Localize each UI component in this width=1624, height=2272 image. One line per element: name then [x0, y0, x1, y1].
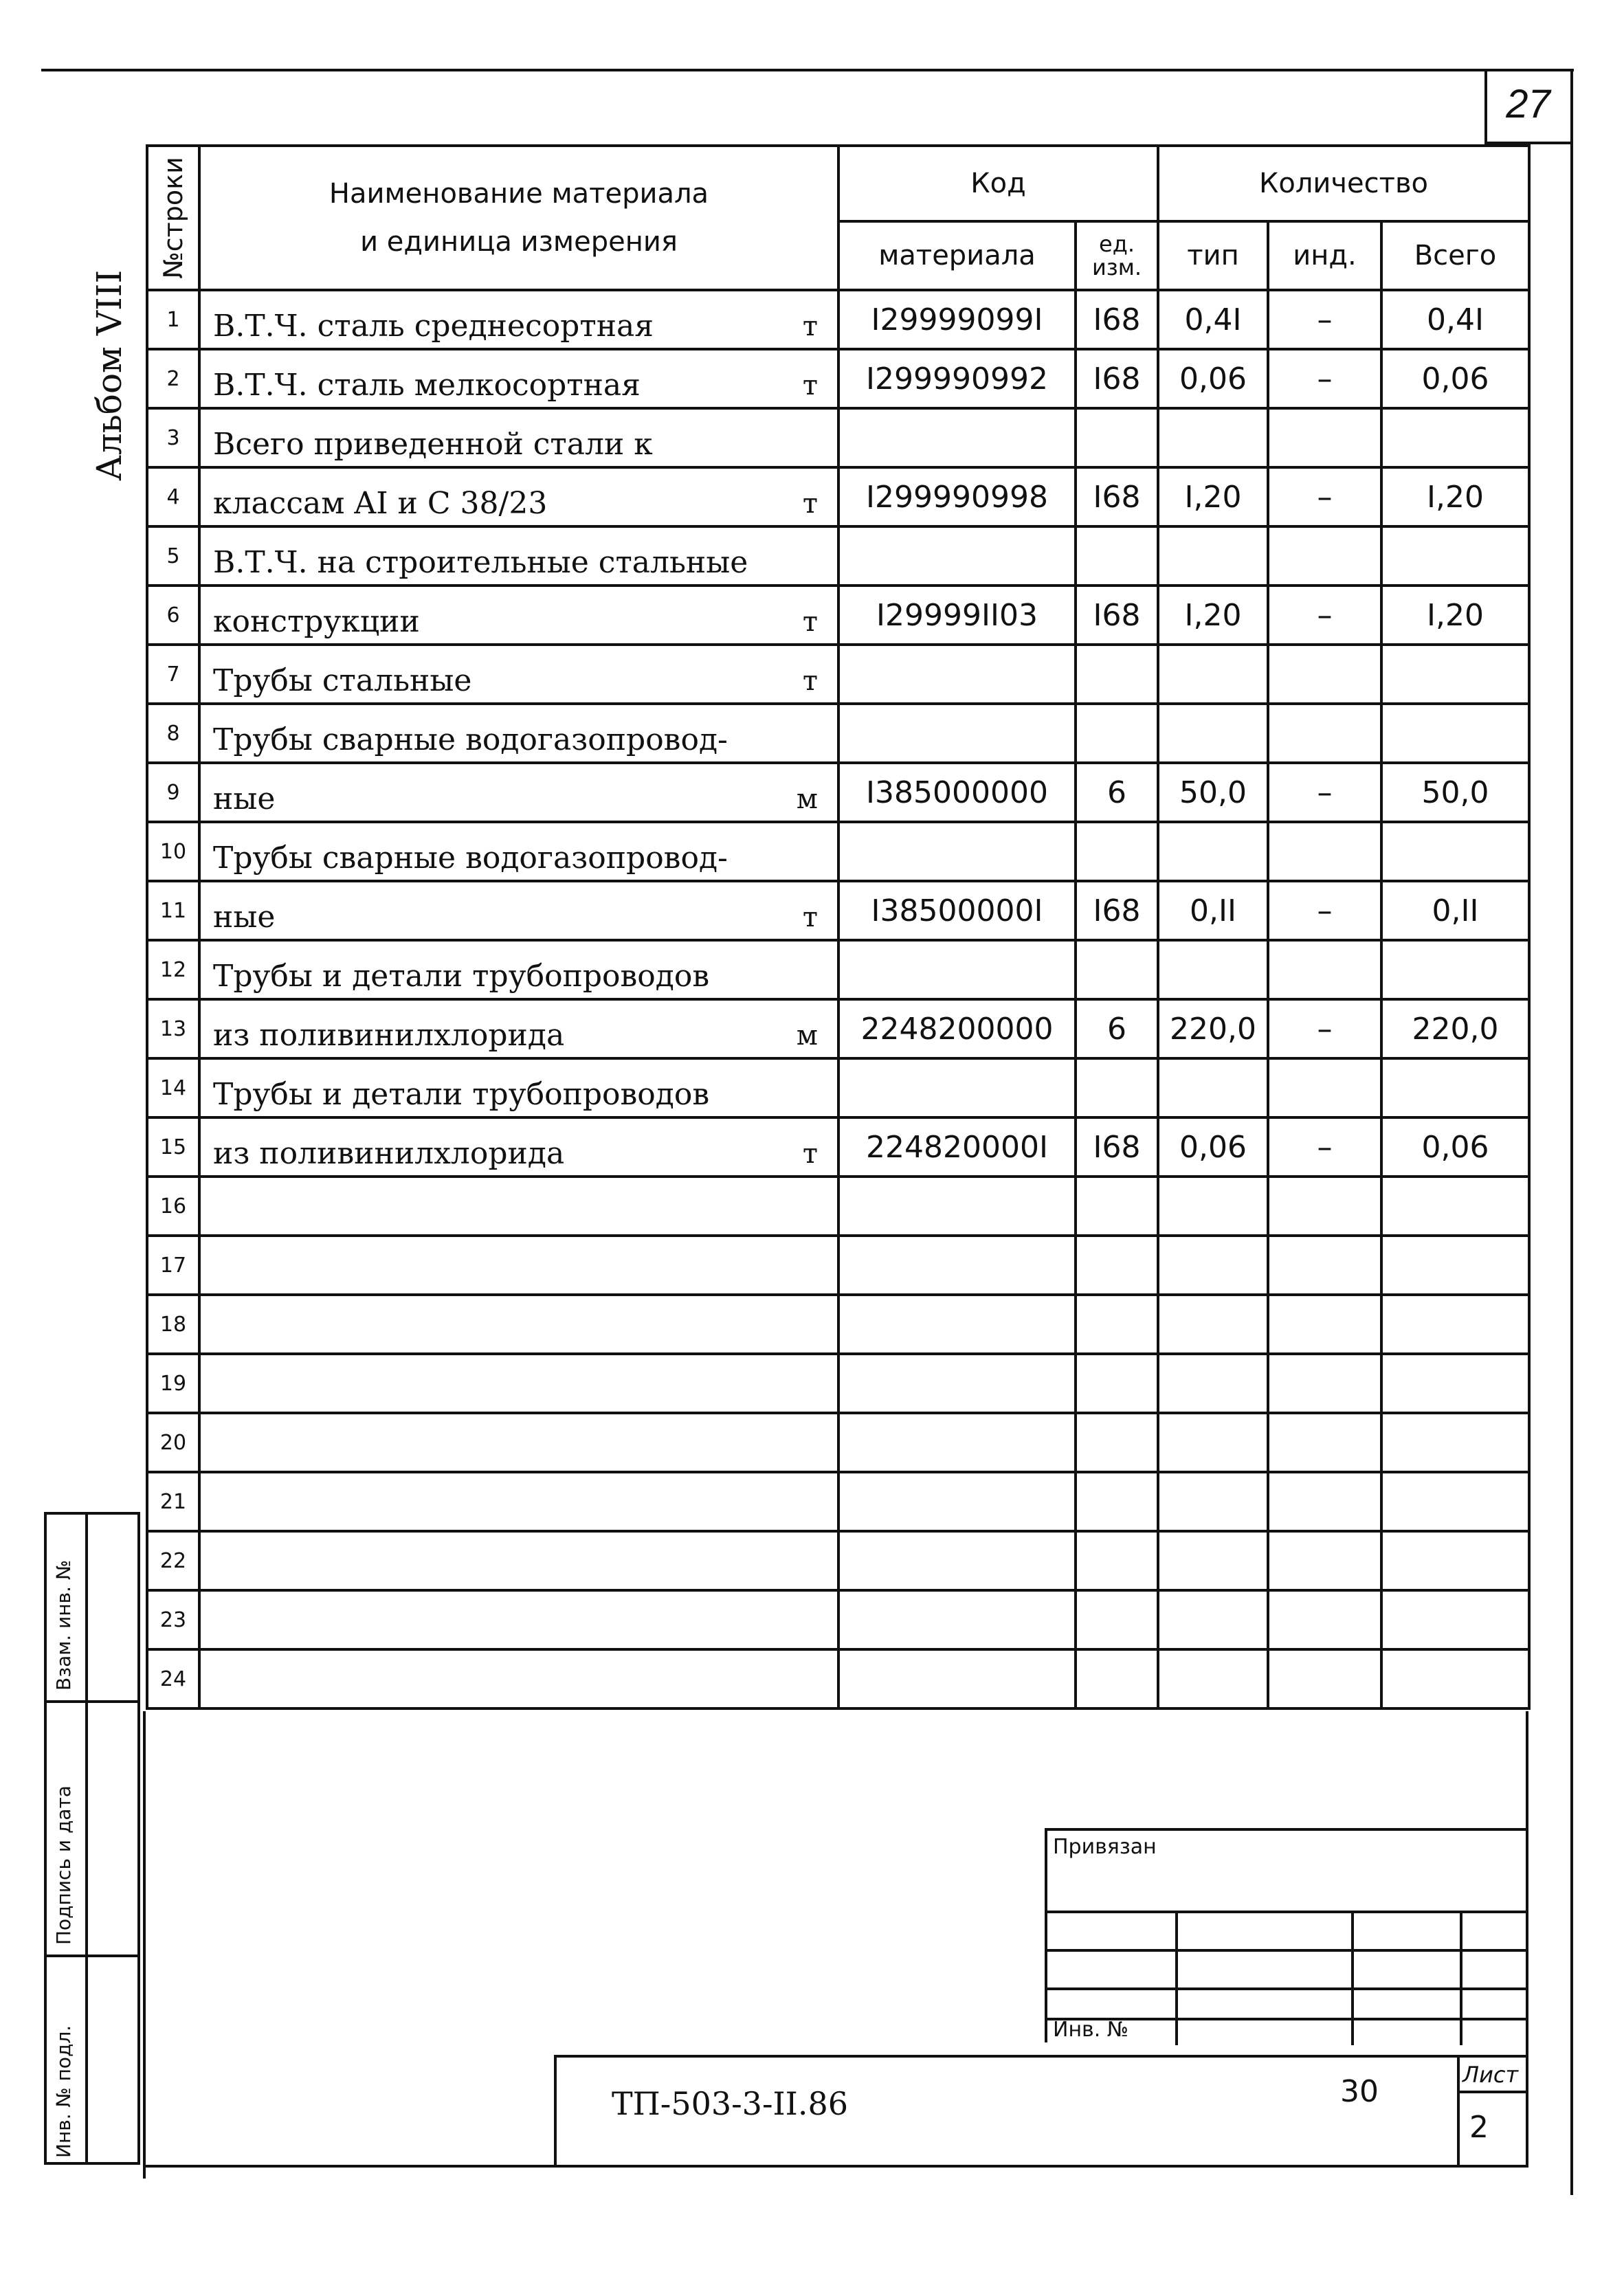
- material-name: [199, 290, 838, 349]
- material-name: [199, 1472, 838, 1531]
- quantity-total: [1381, 940, 1529, 999]
- quantity-total: [1381, 1413, 1529, 1472]
- material-name-text: Трубы стальные: [213, 663, 472, 698]
- quantity-type: [1158, 1413, 1268, 1472]
- material-code: [838, 1354, 1076, 1413]
- quantity-total: 0,II: [1381, 881, 1529, 940]
- unit-code: 6: [1076, 763, 1158, 822]
- table-row: [147, 526, 1529, 586]
- material-name: [199, 1413, 838, 1472]
- quantity-total: [1381, 1531, 1529, 1590]
- unit-code: [1076, 1531, 1158, 1590]
- unit-code: [1076, 526, 1158, 586]
- material-code: [838, 1649, 1076, 1708]
- row-number: 20: [147, 1413, 199, 1472]
- material-code: [838, 526, 1076, 586]
- material-name: [199, 763, 838, 822]
- material-name: [199, 1531, 838, 1590]
- quantity-total: I,20: [1381, 586, 1529, 645]
- material-name: [199, 1295, 838, 1354]
- material-code: [838, 1472, 1076, 1531]
- unit-code: [1076, 1649, 1158, 1708]
- quantity-ind: [1268, 1236, 1381, 1295]
- material-code: [838, 1058, 1076, 1117]
- material-name-text: Трубы сварные водогазопровод-: [213, 722, 728, 757]
- quantity-total: 0,06: [1381, 1117, 1529, 1177]
- quantity-ind: –: [1268, 586, 1381, 645]
- material-name: [199, 1058, 838, 1117]
- material-code: [838, 408, 1076, 467]
- material-name: [199, 1236, 838, 1295]
- top-border-line: [41, 69, 1574, 71]
- row-number: 18: [147, 1295, 199, 1354]
- quantity-type: [1158, 1590, 1268, 1649]
- row-number: 16: [147, 1177, 199, 1236]
- quantity-type: [1158, 408, 1268, 467]
- row-number: 17: [147, 1236, 199, 1295]
- row-number: 1: [147, 290, 199, 349]
- code-material-header: материала: [838, 221, 1076, 290]
- quantity-type: 0,06: [1158, 349, 1268, 408]
- table-row: [147, 1649, 1529, 1708]
- privyazan-label: Привязан: [1053, 1835, 1157, 1859]
- quantity-total: [1381, 645, 1529, 704]
- material-code: I299990998: [838, 467, 1076, 526]
- quantity-total-header: Всего: [1381, 221, 1529, 290]
- right-border-line: [1570, 71, 1573, 2195]
- row-number: 14: [147, 1058, 199, 1117]
- quantity-ind: [1268, 1177, 1381, 1236]
- material-name: [199, 1117, 838, 1177]
- quantity-ind: [1268, 1413, 1381, 1472]
- unit-code: I68: [1076, 881, 1158, 940]
- material-name: [199, 645, 838, 704]
- material-name: [199, 349, 838, 408]
- material-name: [199, 1649, 838, 1708]
- quantity-ind: [1268, 1295, 1381, 1354]
- quantity-type: 0,06: [1158, 1117, 1268, 1177]
- table-row: [147, 881, 1529, 940]
- table-row: [147, 467, 1529, 526]
- table-row: [147, 1590, 1529, 1649]
- table-row: [147, 349, 1529, 408]
- row-number: 12: [147, 940, 199, 999]
- quantity-ind: [1268, 526, 1381, 586]
- unit-code: [1076, 1236, 1158, 1295]
- quantity-ind: –: [1268, 290, 1381, 349]
- material-code: [838, 940, 1076, 999]
- quantity-ind: –: [1268, 763, 1381, 822]
- quantity-type: [1158, 645, 1268, 704]
- table-row: [147, 586, 1529, 645]
- material-name-text: Трубы и детали трубопроводов: [213, 1077, 710, 1112]
- material-unit: т: [802, 311, 818, 342]
- quantity-total: [1381, 1590, 1529, 1649]
- quantity-type: 220,0: [1158, 999, 1268, 1058]
- unit-code: [1076, 1590, 1158, 1649]
- binding-block: [1045, 1828, 1526, 2042]
- material-code: I385000000: [838, 763, 1076, 822]
- row-number: 23: [147, 1590, 199, 1649]
- title-stamp: [554, 2055, 1526, 2168]
- material-code: I38500000I: [838, 881, 1076, 940]
- table-row: [147, 999, 1529, 1058]
- unit-code: [1076, 1413, 1158, 1472]
- material-name-text: классам AI и С 38/23: [213, 486, 548, 521]
- material-unit: т: [802, 370, 818, 401]
- quantity-type: 0,4I: [1158, 290, 1268, 349]
- material-name-text: конструкции: [213, 604, 420, 639]
- quantity-ind: [1268, 1354, 1381, 1413]
- material-code: [838, 1177, 1076, 1236]
- material-name: [199, 586, 838, 645]
- code-unit-header: ед. изм.: [1076, 221, 1158, 290]
- material-name: [199, 1354, 838, 1413]
- quantity-type: I,20: [1158, 586, 1268, 645]
- quantity-total: 0,06: [1381, 349, 1529, 408]
- sheet-box: [1457, 2058, 1528, 2168]
- quantity-ind: –: [1268, 999, 1381, 1058]
- material-name: [199, 408, 838, 467]
- unit-code: [1076, 822, 1158, 881]
- row-number: 21: [147, 1472, 199, 1531]
- material-unit: т: [802, 1138, 818, 1170]
- quantity-total: [1381, 1649, 1529, 1708]
- material-name-text: Трубы и детали трубопроводов: [213, 959, 710, 994]
- quantity-ind: [1268, 1531, 1381, 1590]
- unit-code: I68: [1076, 586, 1158, 645]
- unit-code: 6: [1076, 999, 1158, 1058]
- quantity-ind: [1268, 704, 1381, 763]
- material-code: [838, 704, 1076, 763]
- document-code: ТП-503-3-II.86: [612, 2085, 848, 2122]
- table-body: [147, 290, 1529, 1708]
- unit-code: I68: [1076, 467, 1158, 526]
- unit-code: [1076, 1177, 1158, 1236]
- inv-podl-label: Инв. № подл.: [52, 2025, 75, 2158]
- bottom-frame-left: [143, 1711, 146, 2179]
- quantity-total: [1381, 1177, 1529, 1236]
- quantity-type: 50,0: [1158, 763, 1268, 822]
- quantity-ind: –: [1268, 467, 1381, 526]
- unit-code: [1076, 704, 1158, 763]
- material-unit: т: [802, 606, 818, 638]
- unit-code: [1076, 645, 1158, 704]
- unit-code: [1076, 1058, 1158, 1117]
- quantity-ind: [1268, 1649, 1381, 1708]
- material-name-text: В.Т.Ч. на строительные стальные: [213, 545, 748, 580]
- row-number: 5: [147, 526, 199, 586]
- table-row: [147, 704, 1529, 763]
- quantity-total: [1381, 1236, 1529, 1295]
- quantity-total: I,20: [1381, 467, 1529, 526]
- material-code: [838, 1531, 1076, 1590]
- material-name: [199, 1590, 838, 1649]
- quantity-type: [1158, 1531, 1268, 1590]
- vzam-inv-label: Взам. инв. №: [52, 1559, 75, 1691]
- quantity-ind: –: [1268, 881, 1381, 940]
- table-row: [147, 1236, 1529, 1295]
- material-code: [838, 1236, 1076, 1295]
- row-number-header: №строки: [147, 146, 199, 290]
- material-unit: т: [802, 665, 818, 697]
- quantity-type: [1158, 1472, 1268, 1531]
- material-unit: м: [796, 1020, 818, 1051]
- table-row: [147, 1117, 1529, 1177]
- quantity-ind-header: инд.: [1268, 221, 1381, 290]
- quantity-total: [1381, 1472, 1529, 1531]
- material-code: 224820000I: [838, 1117, 1076, 1177]
- table-row: [147, 940, 1529, 999]
- unit-code: I68: [1076, 1117, 1158, 1177]
- unit-code: [1076, 1472, 1158, 1531]
- row-number: 15: [147, 1117, 199, 1177]
- material-code: [838, 1413, 1076, 1472]
- material-code: 2248200000: [838, 999, 1076, 1058]
- row-number: 11: [147, 881, 199, 940]
- signature-date-label: Подпись и дата: [52, 1785, 75, 1945]
- quantity-ind: [1268, 645, 1381, 704]
- unit-code: [1076, 408, 1158, 467]
- material-name-text: В.Т.Ч. сталь среднесортная: [213, 309, 654, 344]
- page-number: 27: [1506, 82, 1550, 126]
- sheet-label: Лист: [1462, 2062, 1519, 2088]
- row-number: 22: [147, 1531, 199, 1590]
- material-code: I29999II03: [838, 586, 1076, 645]
- unit-code: I68: [1076, 290, 1158, 349]
- row-number: 13: [147, 999, 199, 1058]
- table-row: [147, 822, 1529, 881]
- material-unit: т: [802, 902, 818, 933]
- row-number: 8: [147, 704, 199, 763]
- quantity-type: [1158, 1649, 1268, 1708]
- table-row: [147, 1472, 1529, 1531]
- sheet-value: 2: [1469, 2110, 1489, 2145]
- unit-code: [1076, 1354, 1158, 1413]
- quantity-type: I,20: [1158, 467, 1268, 526]
- quantity-total: [1381, 408, 1529, 467]
- unit-code: [1076, 940, 1158, 999]
- quantity-type: [1158, 1058, 1268, 1117]
- quantity-total: [1381, 1295, 1529, 1354]
- material-name: [199, 999, 838, 1058]
- quantity-type: [1158, 822, 1268, 881]
- row-number: 19: [147, 1354, 199, 1413]
- row-number: 24: [147, 1649, 199, 1708]
- album-label: Альбом VIII: [89, 269, 129, 481]
- quantity-ind: –: [1268, 1117, 1381, 1177]
- quantity-ind: [1268, 822, 1381, 881]
- materials-table: [146, 144, 1531, 1710]
- table-row: [147, 1413, 1529, 1472]
- quantity-type: [1158, 1177, 1268, 1236]
- material-unit: м: [796, 783, 818, 815]
- row-number: 2: [147, 349, 199, 408]
- material-name: [199, 704, 838, 763]
- document-number: 30: [1340, 2074, 1379, 2109]
- quantity-type: [1158, 704, 1268, 763]
- material-code: [838, 1295, 1076, 1354]
- code-header: Код: [838, 146, 1158, 221]
- quantity-total: 0,4I: [1381, 290, 1529, 349]
- quantity-type: [1158, 1354, 1268, 1413]
- quantity-ind: [1268, 940, 1381, 999]
- quantity-type: 0,II: [1158, 881, 1268, 940]
- row-number: 9: [147, 763, 199, 822]
- quantity-total: [1381, 1058, 1529, 1117]
- material-name-header: Наименование материала и единица измерения: [199, 146, 838, 290]
- table-row: [147, 1295, 1529, 1354]
- inv-no-label: Инв. №: [1053, 2018, 1129, 2042]
- quantity-total: 220,0: [1381, 999, 1529, 1058]
- table-row: [147, 1058, 1529, 1117]
- row-number: 6: [147, 586, 199, 645]
- material-code: I299990992: [838, 349, 1076, 408]
- material-name: [199, 526, 838, 586]
- material-name-text: В.Т.Ч. сталь мелкосортная: [213, 368, 641, 403]
- material-name: [199, 822, 838, 881]
- table-row: [147, 645, 1529, 704]
- material-code: [838, 822, 1076, 881]
- row-number: 3: [147, 408, 199, 467]
- material-name-text: Трубы сварные водогазопровод-: [213, 840, 728, 876]
- unit-code: [1076, 1295, 1158, 1354]
- quantity-total: [1381, 704, 1529, 763]
- material-code: [838, 645, 1076, 704]
- material-name: [199, 1177, 838, 1236]
- material-code: I29999099I: [838, 290, 1076, 349]
- material-code: [838, 1590, 1076, 1649]
- material-name-text: из поливинилхлорида: [213, 1018, 565, 1053]
- material-name: [199, 881, 838, 940]
- table-row: [147, 1531, 1529, 1590]
- unit-code: I68: [1076, 349, 1158, 408]
- quantity-total: [1381, 822, 1529, 881]
- material-name-text: Всего приведенной стали к: [213, 427, 653, 462]
- quantity-total: 50,0: [1381, 763, 1529, 822]
- table-row: [147, 1354, 1529, 1413]
- quantity-ind: [1268, 1590, 1381, 1649]
- material-name: [199, 940, 838, 999]
- quantity-type: [1158, 1295, 1268, 1354]
- quantity-type-header: тип: [1158, 221, 1268, 290]
- table-row: [147, 1177, 1529, 1236]
- table-row: [147, 763, 1529, 822]
- quantity-type: [1158, 940, 1268, 999]
- row-number: 4: [147, 467, 199, 526]
- quantity-total: [1381, 1354, 1529, 1413]
- row-number: 7: [147, 645, 199, 704]
- quantity-header: Количество: [1158, 146, 1529, 221]
- quantity-total: [1381, 526, 1529, 586]
- quantity-type: [1158, 1236, 1268, 1295]
- quantity-ind: –: [1268, 349, 1381, 408]
- table-row: [147, 290, 1529, 349]
- quantity-ind: [1268, 1472, 1381, 1531]
- row-number: 10: [147, 822, 199, 881]
- material-name-text: из поливинилхлорида: [213, 1136, 565, 1171]
- table-row: [147, 408, 1529, 467]
- quantity-ind: [1268, 408, 1381, 467]
- quantity-ind: [1268, 1058, 1381, 1117]
- material-name-text: ные: [213, 781, 276, 816]
- material-unit: т: [802, 488, 818, 520]
- material-name-text: ные: [213, 900, 276, 935]
- quantity-type: [1158, 526, 1268, 586]
- material-name: [199, 467, 838, 526]
